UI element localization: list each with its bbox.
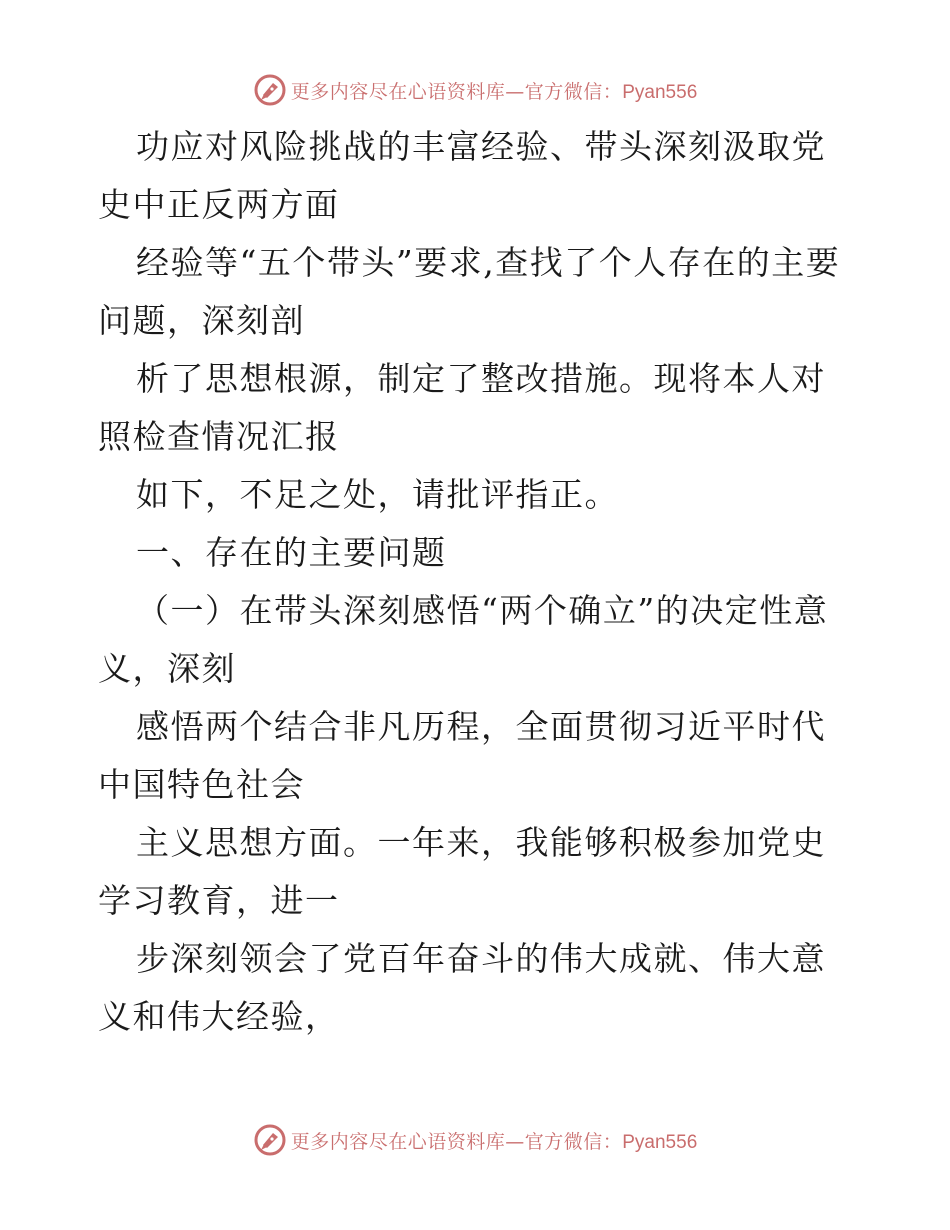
paragraph: 如下，不足之处，请批评指正。 xyxy=(136,475,619,514)
header-banner xyxy=(0,70,950,110)
paragraph: 析了思想根源，制定了整改措施。现将本人对照检查情况汇报 xyxy=(98,359,826,456)
header-wechat-id: Pyan556 xyxy=(622,81,698,103)
pen-nib-circle-icon xyxy=(253,73,287,107)
footer-banner-text: 更多内容尽在心语资料库—官方微信：Pyan556 xyxy=(290,1130,698,1153)
pen-nib-circle-icon xyxy=(253,1123,287,1157)
paragraph: 步深刻领会了党百年奋斗的伟大成就、伟大意义和伟大经验， xyxy=(98,939,826,1036)
section-heading: 一、存在的主要问题 xyxy=(136,533,447,572)
paragraph: （一）在带头深刻感悟“两个确立”的决定性意义，深刻 xyxy=(98,591,829,688)
paragraph: 感悟两个结合非凡历程，全面贯彻习近平时代中国特色社会 xyxy=(98,707,826,804)
paragraph: 主义思想方面。一年来，我能够积极参加党史学习教育，进一 xyxy=(98,823,826,920)
paragraph: 经验等“五个带头”要求,查找了个人存在的主要问题，深刻剖 xyxy=(98,243,841,340)
header-banner-text: 更多内容尽在心语资料库—官方微信：Pyan556 xyxy=(290,80,698,103)
footer-banner xyxy=(0,1120,950,1160)
paragraph: 功应对风险挑战的丰富经验、带头深刻汲取党史中正反两方面 xyxy=(98,127,826,224)
footer-wechat-id: Pyan556 xyxy=(622,1131,698,1153)
document-body xyxy=(98,118,858,1046)
